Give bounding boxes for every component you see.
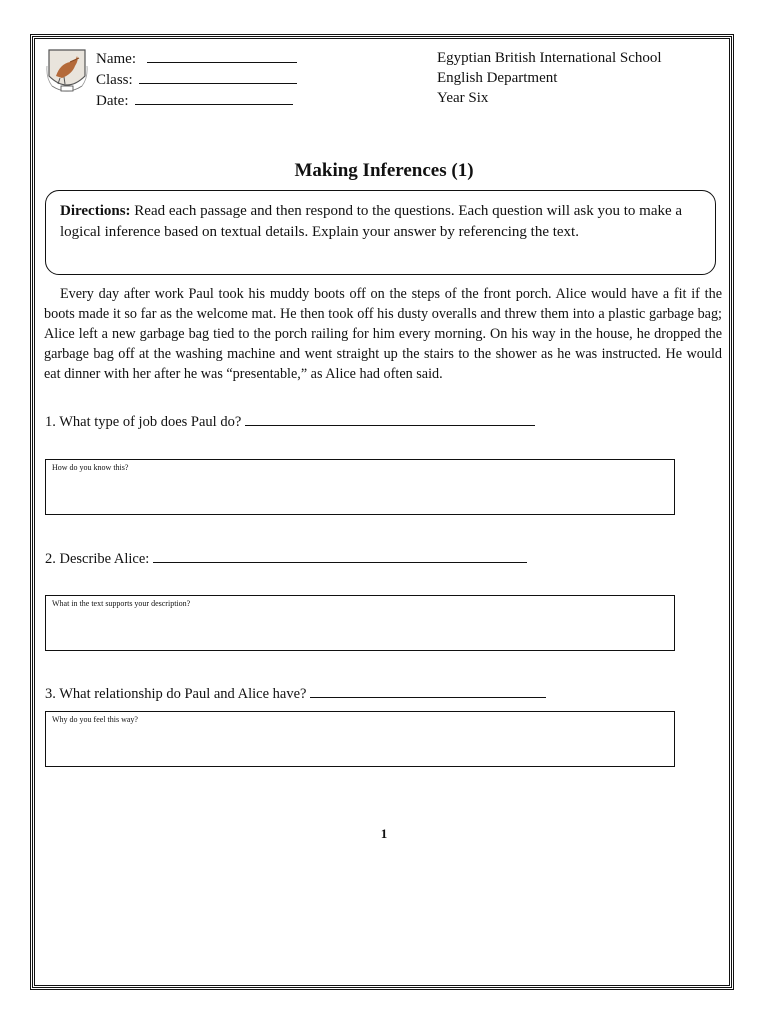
class-label: Class: xyxy=(96,72,133,88)
question-1 xyxy=(45,411,535,431)
name-label: Name: xyxy=(96,51,136,67)
school-crest-logo xyxy=(46,46,88,96)
student-info-fields xyxy=(96,48,297,111)
question-3-box-label: Why do you feel this way? xyxy=(52,715,138,724)
question-1-box-label: How do you know this? xyxy=(52,463,129,472)
date-line[interactable] xyxy=(135,90,293,105)
worksheet-title: Making Inferences (1) xyxy=(294,160,474,181)
year-group: Year Six xyxy=(437,90,489,106)
reading-passage: Every day after work Paul took his muddy boots off on the steps of the front porch. Alice would have a fit if the boots made it so far as the welcome mat. He then took off his dusty overalls and threw them into a plastic garbage bag; Alice left a new garbage bag tied to the porch railing for him every morning. On his way in the house, he dropped the garbage bag off at the washing machine and went straight up the stairs to the shower as he was instructed. He would eat dinner with her after he was “presentable,” as Alice had often said. xyxy=(44,286,722,382)
school-info xyxy=(437,48,662,108)
question-3-text: 3. What relationship do Paul and Alice have? xyxy=(45,686,307,702)
name-field[interactable] xyxy=(96,48,297,69)
question-2 xyxy=(45,548,527,568)
question-2-answer-line[interactable] xyxy=(153,548,527,563)
date-label: Date: xyxy=(96,93,129,109)
name-line[interactable] xyxy=(147,48,297,63)
question-3-answer-line[interactable] xyxy=(310,683,546,698)
question-3-answer-box[interactable] xyxy=(45,711,675,767)
page-number: 1 xyxy=(380,826,388,841)
directions-text: Read each passage and then respond to the questions. Each question will ask you to make a logical inference based on textual details. Explain your answer by referencing the text. xyxy=(60,203,683,240)
class-field[interactable] xyxy=(96,69,297,90)
question-1-answer-line[interactable] xyxy=(245,411,535,426)
question-2-box-label: What in the text supports your description? xyxy=(52,599,191,608)
question-2-text: 2. Describe Alice: xyxy=(45,551,150,567)
date-field[interactable] xyxy=(96,90,297,111)
directions-box xyxy=(45,190,716,275)
question-1-text: 1. What type of job does Paul do? xyxy=(45,414,242,430)
school-name: Egyptian British International School xyxy=(437,50,662,66)
question-3 xyxy=(45,683,546,703)
class-line[interactable] xyxy=(139,69,297,84)
department-name: English Department xyxy=(437,70,558,86)
question-2-answer-box[interactable] xyxy=(45,595,675,651)
question-1-answer-box[interactable] xyxy=(45,459,675,515)
directions-label: Directions: xyxy=(60,203,131,219)
